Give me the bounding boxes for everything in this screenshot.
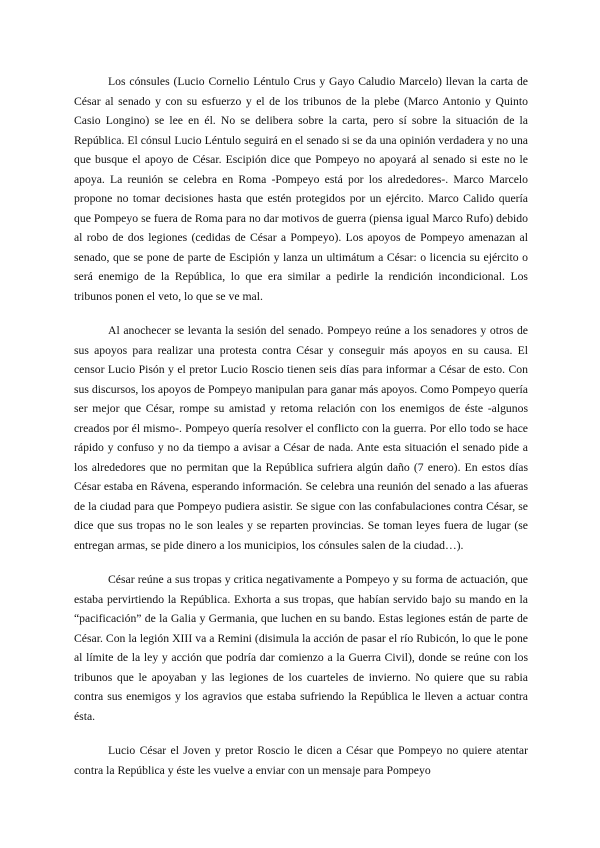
paragraph-1: Los cónsules (Lucio Cornelio Léntulo Crus y Gayo Caludio Marcelo) llevan la carta de César al senado y con su esfuerzo y el de los tribunos de la plebe (Marco Antonio y Quinto Casio Longino) se lee en él. No se delibera sobre la carta, pero sí sobre la situación de la República. El cónsul Lucio Léntulo seguirá en el senado si se da una opinión verdadera y no una que busque el apoyo de César. Escipión dice que Pompeyo no apoyará al senado si este no le apoya. La reunión se celebra en Roma -Pompeyo está por los alrededores-. Marco Marcelo propone no tomar decisiones hasta que estén protegidos por un ejército. Marco Calido quería que Pompeyo se fuera de Roma para no dar motivos de guerra (piensa igual Marco Rufo) debido al robo de dos legiones (cedidas de César a Pompeyo). Los apoyos de Pompeyo amenazan al senado, que se pone de parte de Escipión y lanza un ultimátum a César: o licencia su ejército o será enemigo de la República, lo que era similar a pedirle la rendición incondicional. Los tribunos ponen el veto, lo que se ve mal.	[74, 75, 528, 303]
paragraph-4: Lucio César el Joven y pretor Roscio le dicen a César que Pompeyo no quiere atentar contra la República y éste les vuelve a enviar con un mensaje para Pompeyo	[74, 744, 528, 777]
paragraph-2: Al anochecer se levanta la sesión del senado. Pompeyo reúne a los senadores y otros de sus apoyos para realizar una protesta contra César y conseguir más apoyos en su causa. El censor Lucio Pisón y el pretor Lucio Roscio tienen seis días para informar a César de esto. Con sus discursos, los apoyos de Pompeyo manipulan para ganar más apoyos. Como Pompeyo quería ser mejor que César, rompe su amistad y retoma relación con los enemigos de éste -algunos creados por él mismo-. Pompeyo quería resolver el conflicto con la guerra. Por ello todo se hace rápido y confuso y no da tiempo a avisar a César de nada. Ante esta situación el senado pide a los alrededores que no permitan que la República sufriera algún daño (7 enero). En estos días César estaba en Rávena, esperando información. Se celebra una reunión del senado a las afueras de la ciudad para que Pompeyo pudiera asistir. Se sigue con las confabulaciones contra César, se dice que sus tropas no le son leales y se reparten provincias. Se toman leyes fuera de lugar (se entregan armas, se pide dinero a los municipios, los cónsules salen de la ciudad…).	[74, 324, 528, 552]
paragraph-3: César reúne a sus tropas y critica negativamente a Pompeyo y su forma de actuación, que estaba pervirtiendo la República. Exhorta a sus tropas, que habían servido bajo su mando en la “pacificación” de la Galia y Germania, que luchen en su bando. Estas legiones están de parte de César. Con la legión XIII va a Remini (disimula la acción de pasar el río Rubicón, lo que le pone al límite de la ley y acción que podría dar comienzo a la Guerra Civil), donde se reúne con los tribunos que le apoyaban y las legiones de los cuarteles de invierno. No quiere que su rabia contra sus enemigos y los agravios que estaba sufriendo la República le lleven a actuar contra ésta.	[74, 573, 528, 723]
body-text	[74, 72, 528, 795]
